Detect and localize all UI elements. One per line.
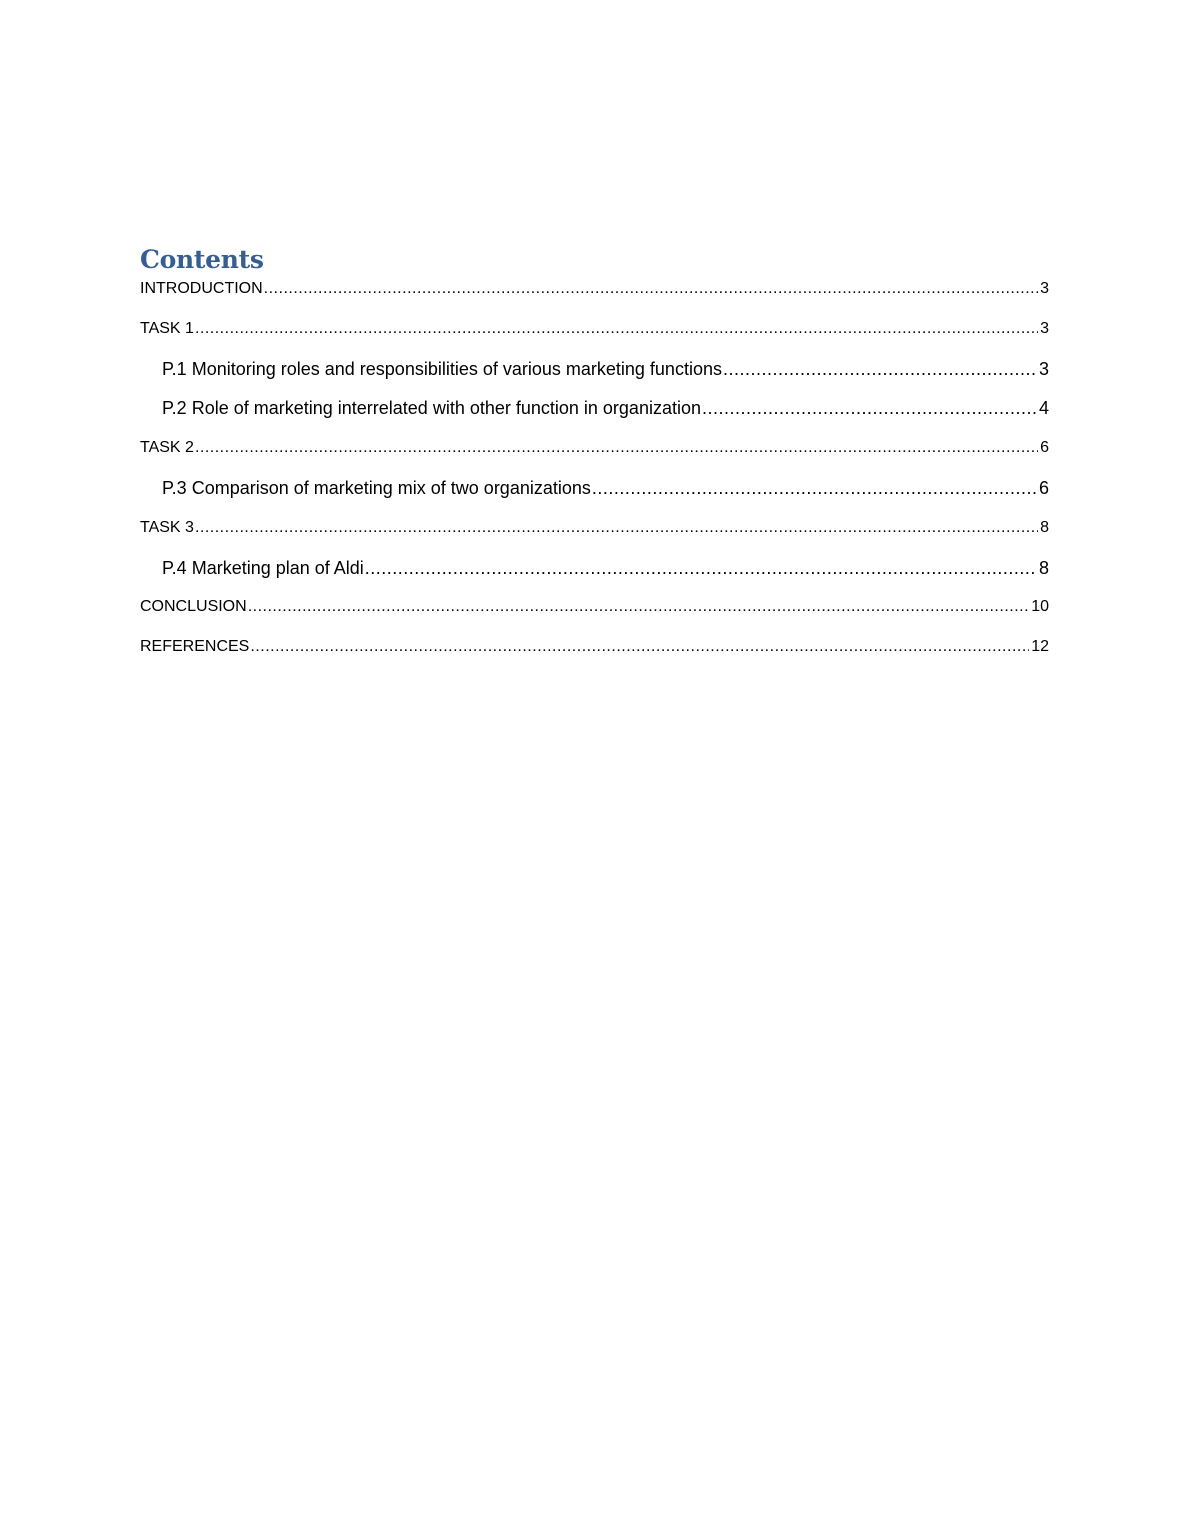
table-of-contents xyxy=(140,244,1049,677)
toc-page-number: 3 xyxy=(1040,319,1049,337)
toc-dot-leader xyxy=(195,518,1038,538)
toc-page-number: 3 xyxy=(1038,358,1049,379)
toc-entry-label: TASK 1 xyxy=(140,319,194,337)
toc-entry-label: TASK 2 xyxy=(140,439,194,457)
toc-entry-label: CONCLUSION xyxy=(140,598,247,616)
toc-entry-conclusion[interactable] xyxy=(140,597,1049,637)
toc-entry-p4[interactable] xyxy=(140,558,1049,598)
toc-entry-label: P.4 Marketing plan of Aldi xyxy=(162,557,364,578)
toc-entry-label: REFERENCES xyxy=(140,638,250,656)
toc-page-number: 4 xyxy=(1038,398,1049,419)
toc-dot-leader xyxy=(264,279,1038,299)
toc-dot-leader xyxy=(365,558,1037,578)
toc-page-number: 10 xyxy=(1031,598,1049,616)
toc-page-number: 6 xyxy=(1040,439,1049,457)
toc-entry-p2[interactable] xyxy=(140,398,1049,438)
toc-page-number: 12 xyxy=(1031,638,1049,656)
toc-entry-references[interactable] xyxy=(140,637,1049,677)
toc-dot-leader xyxy=(250,637,1029,657)
toc-entry-label: TASK 3 xyxy=(140,518,194,536)
toc-title: Contents xyxy=(140,245,264,274)
toc-dot-leader xyxy=(702,398,1037,418)
toc-entry-task-2[interactable] xyxy=(140,438,1049,478)
toc-page-number: 6 xyxy=(1038,477,1049,498)
toc-entry-task-1[interactable] xyxy=(140,319,1049,359)
toc-page-number: 8 xyxy=(1040,518,1049,536)
toc-dot-leader xyxy=(195,319,1038,339)
toc-entry-label: P.2 Role of marketing interrelated with other function in organization xyxy=(162,398,701,419)
toc-dot-leader xyxy=(592,478,1037,498)
toc-dot-leader xyxy=(195,438,1038,458)
toc-dot-leader xyxy=(723,359,1037,379)
toc-entry-p3[interactable] xyxy=(140,478,1049,518)
toc-entry-task-3[interactable] xyxy=(140,518,1049,558)
toc-entry-label: INTRODUCTION xyxy=(140,280,263,297)
toc-page-number: 8 xyxy=(1038,557,1049,578)
toc-entry-label: P.3 Comparison of marketing mix of two organizations xyxy=(162,477,591,498)
toc-dot-leader xyxy=(248,597,1030,617)
toc-entry-label: P.1 Monitoring roles and responsibilities of various marketing functions xyxy=(162,358,722,379)
toc-entry-introduction[interactable] xyxy=(140,279,1049,319)
toc-page-number: 3 xyxy=(1040,280,1049,297)
toc-entry-p1[interactable] xyxy=(140,359,1049,399)
toc-list xyxy=(140,279,1049,677)
